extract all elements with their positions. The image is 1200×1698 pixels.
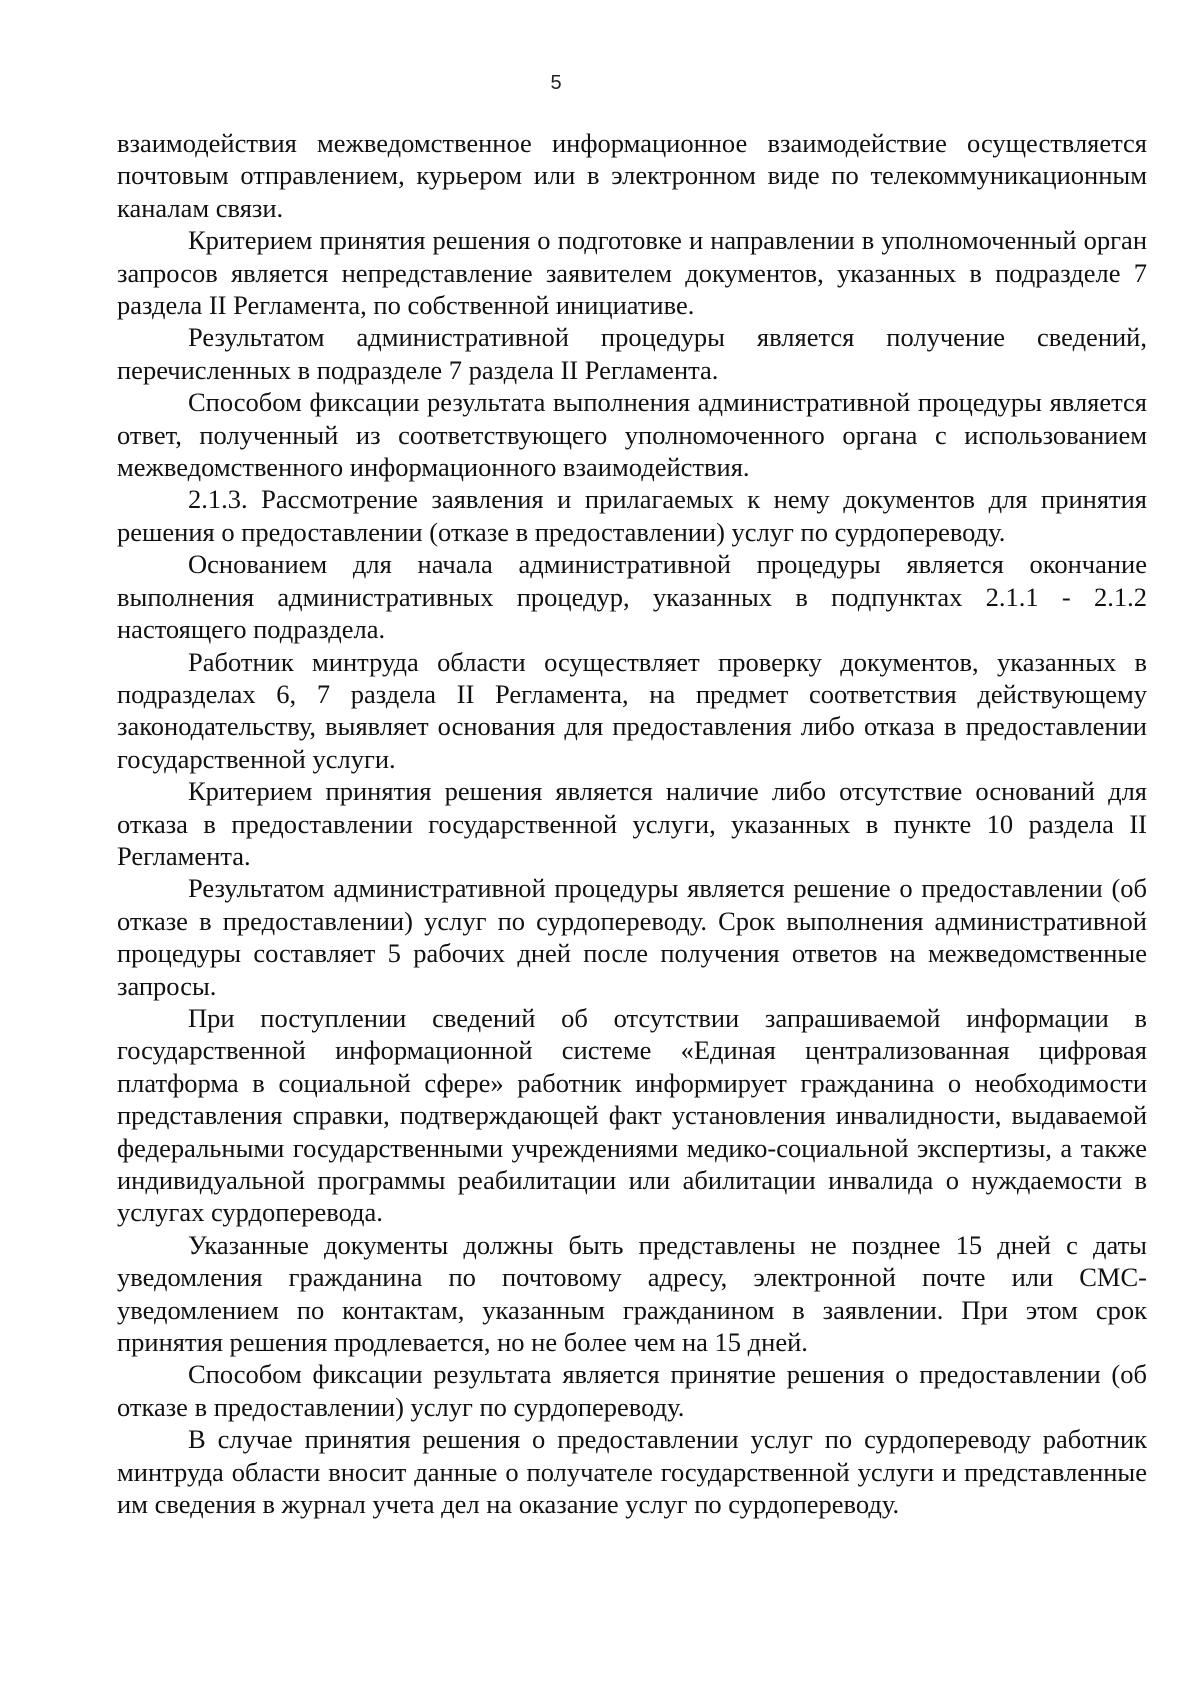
paragraph-3: Результатом административной процедуры является получение сведений, перечисленных в подразделе 7 раздела II Регламента. <box>117 322 1147 385</box>
paragraph-4: Способом фиксации результата выполнения административной процедуры является ответ, полученный из соответствующего уполномоченного органа с использованием межведомственного информационного взаимодействия. <box>117 387 1147 483</box>
paragraph-11: Указанные документы должны быть представлены не позднее 15 дней с даты уведомления гражданина по почтовому адресу, электронной почте или СМС-уведомлением по контактам, указанным гражданином в заявлении. При этом срок принятия решения продлевается, но не более чем на 15 дней. <box>117 1229 1147 1358</box>
paragraph-12: Способом фиксации результата является принятие решения о предоставлении (об отказе в предоставлении) услуг по сурдопереводу. <box>117 1359 1147 1422</box>
paragraph-6: Основанием для начала административной процедуры является окончание выполнения административных процедур, указанных в подпунктах 2.1.1 - 2.1.2 настоящего подраздела. <box>117 549 1147 645</box>
document-body <box>117 127 1147 1520</box>
paragraph-5: 2.1.3. Рассмотрение заявления и прилагаемых к нему документов для принятия решения о предоставлении (отказе в предоставлении) услуг по сурдопереводу. <box>117 484 1147 547</box>
page-number: 5 <box>550 72 562 94</box>
paragraph-13: В случае принятия решения о предоставлении услуг по сурдопереводу работник минтруда области вносит данные о получателе государственной услуги и представленные им сведения в журнал учета дел на оказание услуг по сурдопереводу. <box>117 1424 1147 1520</box>
paragraph-8: Критерием принятия решения является наличие либо отсутствие оснований для отказа в предоставлении государственной услуги, указанных в пункте 10 раздела II Регламента. <box>117 776 1147 871</box>
paragraph-10: При поступлении сведений об отсутствии запрашиваемой информации в государственной информационной системе «Единая централизованная цифровая платформа в социальной сфере» работник информирует гражданина о необходимости представления справки, подтверждающей факт установления инвалидности, выдаваемой федеральными государственными учреждениями медико-социальной экспертизы, а также индивидуальной программы реабилитации или абилитации инвалида о нуждаемости в услугах сурдоперевода. <box>117 1002 1147 1228</box>
paragraph-9: Результатом административной процедуры является решение о предоставлении (об отказе в предоставлении) услуг по сурдопереводу. Срок выполнения административной процедуры составляет 5 рабочих дней после получения ответов на межведомственные запросы. <box>117 873 1147 1001</box>
paragraph-7: Работник минтруда области осуществляет проверку документов, указанных в подразделах 6, 7 раздела II Регламента, на предмет соответствия действующему законодательству, выявляет основания для предоставления либо отказа в предоставлении государственной услуги. <box>117 646 1147 774</box>
paragraph-2: Критерием принятия решения о подготовке и направлении в уполномоченный орган запросов является непредставление заявителем документов, указанных в подразделе 7 раздела II Регламента, по собственной инициативе. <box>117 225 1147 321</box>
paragraph-1: взаимодействия межведомственное информационное взаимодействие осуществляется почтовым отправлением, курьером или в электронном виде по телекоммуникационным каналам связи. <box>117 128 1147 223</box>
